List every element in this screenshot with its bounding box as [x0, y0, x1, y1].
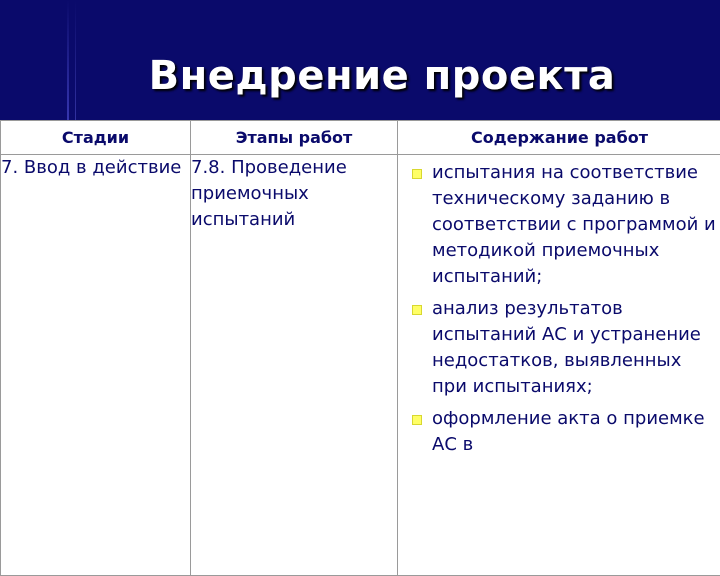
content-list — [398, 155, 720, 458]
column-header-stages: Стадии — [1, 121, 191, 155]
slide-header — [0, 0, 720, 120]
list-item-text: оформление акта о приемке АС в — [432, 408, 705, 455]
table-header-row — [1, 121, 720, 155]
list-item — [410, 406, 720, 458]
step-cell — [191, 155, 398, 576]
list-item — [410, 160, 720, 290]
content-cell — [398, 155, 720, 576]
column-header-content: Содержание работ — [398, 121, 720, 155]
list-item-text: испытания на соответствие техническому заданию в соответствии с программой и методикой приемочных испытаний; — [432, 162, 716, 287]
column-header-steps: Этапы работ — [191, 121, 398, 155]
step-text: 7.8. Проведение приемочных испытаний — [191, 155, 397, 233]
list-item — [410, 296, 720, 400]
stages-table — [0, 120, 720, 576]
stage-cell — [1, 155, 191, 576]
list-item-text: анализ результатов испытаний АС и устранение недостатков, выявленных при испытаниях; — [432, 298, 701, 397]
square-bullet-icon — [412, 305, 422, 315]
square-bullet-icon — [412, 169, 422, 179]
square-bullet-icon — [412, 415, 422, 425]
table-row — [1, 155, 720, 576]
stage-text: 7. Ввод в действие — [1, 155, 190, 181]
slide-title: Внедрение проекта — [0, 52, 720, 100]
